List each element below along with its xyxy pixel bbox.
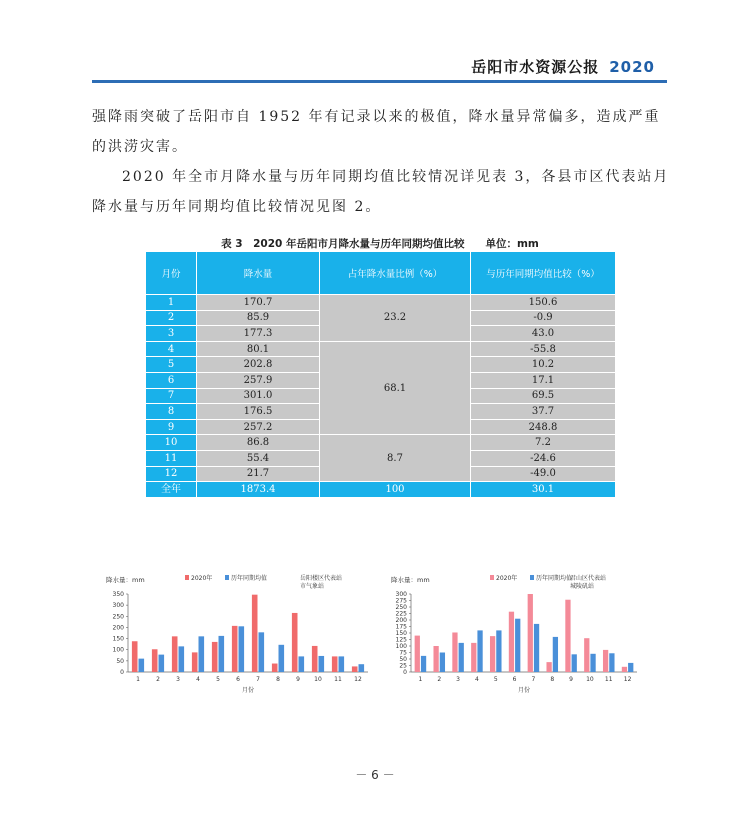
chart-yueyanglou-station bbox=[100, 570, 380, 705]
x-tick-label: 2 bbox=[437, 676, 442, 683]
bar-2020 bbox=[584, 638, 589, 672]
bar-2020 bbox=[528, 594, 533, 672]
cell-rain: 257.9 bbox=[197, 372, 320, 388]
x-tick-label: 9 bbox=[296, 676, 300, 683]
bar-average bbox=[534, 624, 539, 672]
y-tick-label: 300 bbox=[395, 591, 407, 598]
cell-rain: 170.7 bbox=[197, 295, 320, 311]
paragraph-1: 强降雨突破了岳阳市自 1952 年有记录以来的极值，降水量异常偏多，造成严重的洪涝灾害。 bbox=[92, 109, 661, 155]
x-tick-label: 7 bbox=[256, 676, 260, 683]
x-tick-label: 1 bbox=[136, 676, 140, 683]
legend-swatch bbox=[185, 575, 189, 580]
table-total-row bbox=[146, 482, 616, 498]
cell-rain: 202.8 bbox=[197, 357, 320, 373]
table-body bbox=[146, 295, 616, 498]
cell-month: 8 bbox=[146, 404, 197, 420]
bar-2020 bbox=[546, 662, 551, 672]
bar-average bbox=[279, 645, 285, 672]
bar-average bbox=[159, 655, 165, 672]
bar-2020 bbox=[152, 649, 158, 672]
chart-junshan-station bbox=[385, 570, 645, 705]
bar-2020 bbox=[603, 650, 608, 672]
cell-month: 9 bbox=[146, 419, 197, 435]
table-caption: 表 3 2020 年岳阳市月降水量与历年同期均值比较 单位：mm bbox=[221, 238, 539, 250]
x-tick-label: 3 bbox=[176, 676, 180, 683]
cell-diff: 150.6 bbox=[471, 295, 616, 311]
y-tick-label: 175 bbox=[395, 623, 407, 631]
bar-average bbox=[590, 654, 595, 672]
cell-rain: 301.0 bbox=[197, 388, 320, 404]
bar-2020 bbox=[490, 636, 495, 672]
x-tick-label: 12 bbox=[354, 676, 362, 683]
x-tick-label: 11 bbox=[604, 676, 613, 683]
y-tick-label: 100 bbox=[395, 643, 407, 650]
bar-average bbox=[219, 636, 225, 672]
bar-average bbox=[139, 659, 145, 672]
y-tick-label: 0 bbox=[403, 669, 407, 676]
legend-label: 历年同期均值 bbox=[231, 575, 268, 582]
x-tick-label: 11 bbox=[334, 676, 342, 683]
bar-average bbox=[359, 664, 365, 672]
y-tick-label: 200 bbox=[112, 624, 124, 632]
col-header-rain: 降水量 bbox=[197, 252, 320, 295]
bar-average bbox=[239, 626, 245, 672]
bar-2020 bbox=[292, 613, 298, 672]
station-label: 城陵矶站 bbox=[570, 583, 595, 590]
y-axis-label: 降水量：mm bbox=[391, 576, 430, 584]
bar-average bbox=[496, 630, 501, 672]
table-row bbox=[146, 435, 616, 451]
legend-label: 2020年 bbox=[496, 575, 518, 582]
x-tick-label: 8 bbox=[276, 676, 280, 683]
x-axis-label: 月份 bbox=[517, 687, 531, 694]
x-tick-label: 9 bbox=[569, 676, 573, 683]
col-header-month: 月份 bbox=[146, 252, 197, 295]
header-divider bbox=[92, 80, 667, 83]
bar-2020 bbox=[172, 636, 178, 672]
y-tick-label: 250 bbox=[112, 613, 124, 621]
cell-month: 2 bbox=[146, 310, 197, 326]
x-axis-label: 月份 bbox=[241, 687, 255, 694]
bar-2020 bbox=[452, 632, 457, 672]
y-axis-label: 降水量：mm bbox=[106, 576, 145, 584]
paragraph-2: 2020 年全市月降水量与历年同期均值比较情况详见表 3，各县市区代表站月降水量与历年同期均值比较情况见图 2。 bbox=[92, 169, 670, 215]
cell-month: 5 bbox=[146, 357, 197, 373]
station-label: 市气象站 bbox=[300, 583, 325, 590]
y-tick-label: 350 bbox=[112, 591, 124, 598]
y-tick-label: 300 bbox=[112, 602, 124, 610]
cell-month: 11 bbox=[146, 450, 197, 466]
bar-average bbox=[339, 656, 345, 672]
x-tick-label: 4 bbox=[475, 676, 479, 683]
bar-2020 bbox=[132, 641, 138, 672]
bar-2020 bbox=[192, 652, 198, 672]
bar-2020 bbox=[332, 656, 338, 672]
cell-ratio: 68.1 bbox=[320, 341, 471, 435]
bar-2020 bbox=[509, 612, 514, 672]
cell-diff: -0.9 bbox=[471, 310, 616, 326]
y-tick-label: 50 bbox=[116, 657, 124, 665]
bar-average bbox=[609, 653, 614, 672]
bar-average bbox=[628, 663, 633, 672]
cell-ratio: 8.7 bbox=[320, 435, 471, 482]
col-header-diff: 与历年同期均值比较（%） bbox=[471, 252, 616, 295]
cell-diff: -49.0 bbox=[471, 466, 616, 482]
cell-rain: 21.7 bbox=[197, 466, 320, 482]
total-cell-month: 全年 bbox=[146, 482, 197, 498]
y-tick-label: 25 bbox=[399, 662, 407, 670]
bar-average bbox=[477, 630, 482, 672]
y-tick-label: 150 bbox=[112, 635, 124, 643]
legend-label: 历年同期均值 bbox=[536, 575, 573, 582]
legend-label: 2020年 bbox=[191, 575, 213, 582]
bar-2020 bbox=[565, 600, 570, 672]
bar-average bbox=[199, 636, 205, 672]
y-tick-label: 250 bbox=[395, 604, 407, 611]
cell-diff: 10.2 bbox=[471, 357, 616, 373]
chart-junshan-svg bbox=[385, 570, 645, 705]
chart-yueyanglou-svg bbox=[100, 570, 380, 705]
table-row bbox=[146, 341, 616, 357]
bar-2020 bbox=[312, 646, 318, 672]
cell-rain: 257.2 bbox=[197, 419, 320, 435]
bar-average bbox=[515, 619, 520, 672]
report-year: 2020 bbox=[609, 58, 655, 76]
cell-month: 7 bbox=[146, 388, 197, 404]
total-cell-rain: 1873.4 bbox=[197, 482, 320, 498]
cell-rain: 85.9 bbox=[197, 310, 320, 326]
y-tick-label: 0 bbox=[120, 669, 124, 676]
bar-average bbox=[572, 654, 577, 672]
bar-average bbox=[421, 656, 426, 672]
cell-diff: 17.1 bbox=[471, 372, 616, 388]
cell-rain: 176.5 bbox=[197, 404, 320, 420]
cell-ratio: 23.2 bbox=[320, 295, 471, 342]
cell-diff: -24.6 bbox=[471, 450, 616, 466]
cell-month: 4 bbox=[146, 341, 197, 357]
bar-average bbox=[319, 656, 325, 672]
y-tick-label: 200 bbox=[395, 617, 407, 624]
bar-average bbox=[459, 643, 464, 672]
bar-average bbox=[179, 646, 185, 672]
cell-rain: 177.3 bbox=[197, 326, 320, 342]
bar-2020 bbox=[212, 642, 218, 672]
x-tick-label: 12 bbox=[623, 676, 632, 683]
report-title-text: 岳阳市水资源公报 bbox=[471, 58, 600, 76]
bar-2020 bbox=[272, 664, 278, 672]
cell-rain: 55.4 bbox=[197, 450, 320, 466]
bar-2020 bbox=[622, 667, 627, 672]
x-tick-label: 3 bbox=[456, 676, 460, 683]
y-tick-label: 75 bbox=[399, 649, 407, 657]
col-header-ratio: 占年降水量比例（%） bbox=[320, 252, 471, 295]
y-tick-label: 50 bbox=[399, 656, 407, 663]
cell-month: 3 bbox=[146, 326, 197, 342]
cell-month: 6 bbox=[146, 372, 197, 388]
x-tick-label: 2 bbox=[156, 676, 160, 683]
cell-diff: 43.0 bbox=[471, 326, 616, 342]
total-cell-ratio: 100 bbox=[320, 482, 471, 498]
y-tick-label: 100 bbox=[112, 646, 124, 654]
cell-rain: 86.8 bbox=[197, 435, 320, 451]
x-tick-label: 6 bbox=[512, 676, 517, 683]
table-row bbox=[146, 295, 616, 311]
x-tick-label: 7 bbox=[531, 676, 536, 683]
bar-average bbox=[553, 637, 558, 672]
station-label: 君山区代表站 bbox=[570, 575, 607, 582]
cell-diff: 7.2 bbox=[471, 435, 616, 451]
bar-2020 bbox=[433, 646, 438, 672]
x-tick-label: 6 bbox=[236, 676, 240, 683]
x-tick-label: 10 bbox=[314, 676, 322, 683]
page-number: － 6 － bbox=[355, 768, 395, 782]
cell-diff: -55.8 bbox=[471, 341, 616, 357]
station-label: 岳阳楼区代表站 bbox=[300, 575, 343, 582]
cell-diff: 69.5 bbox=[471, 388, 616, 404]
bar-2020 bbox=[352, 666, 358, 672]
cell-diff: 248.8 bbox=[471, 419, 616, 435]
report-title bbox=[471, 56, 655, 77]
y-tick-label: 275 bbox=[395, 597, 407, 605]
table-header-row bbox=[146, 252, 616, 295]
x-tick-label: 1 bbox=[418, 676, 423, 683]
bar-2020 bbox=[471, 643, 476, 672]
bar-average bbox=[299, 656, 305, 672]
y-tick-label: 125 bbox=[395, 636, 407, 644]
cell-month: 12 bbox=[146, 466, 197, 482]
monthly-rainfall-table bbox=[145, 251, 616, 498]
bar-2020 bbox=[415, 636, 420, 672]
cell-month: 10 bbox=[146, 435, 197, 451]
cell-month: 1 bbox=[146, 295, 197, 311]
x-tick-label: 4 bbox=[196, 676, 200, 683]
cell-rain: 80.1 bbox=[197, 341, 320, 357]
x-tick-label: 5 bbox=[216, 676, 220, 683]
y-tick-label: 225 bbox=[395, 610, 407, 618]
cell-diff: 37.7 bbox=[471, 404, 616, 420]
x-tick-label: 10 bbox=[586, 676, 594, 683]
y-tick-label: 150 bbox=[395, 630, 407, 637]
x-tick-label: 5 bbox=[493, 676, 498, 683]
legend-swatch bbox=[225, 575, 229, 580]
bar-average bbox=[259, 632, 265, 672]
x-tick-label: 8 bbox=[550, 676, 555, 683]
total-cell-diff: 30.1 bbox=[471, 482, 616, 498]
bar-average bbox=[440, 653, 445, 673]
bar-2020 bbox=[252, 595, 258, 672]
legend-swatch bbox=[490, 575, 494, 580]
bar-2020 bbox=[232, 626, 238, 672]
legend-swatch bbox=[530, 575, 534, 580]
